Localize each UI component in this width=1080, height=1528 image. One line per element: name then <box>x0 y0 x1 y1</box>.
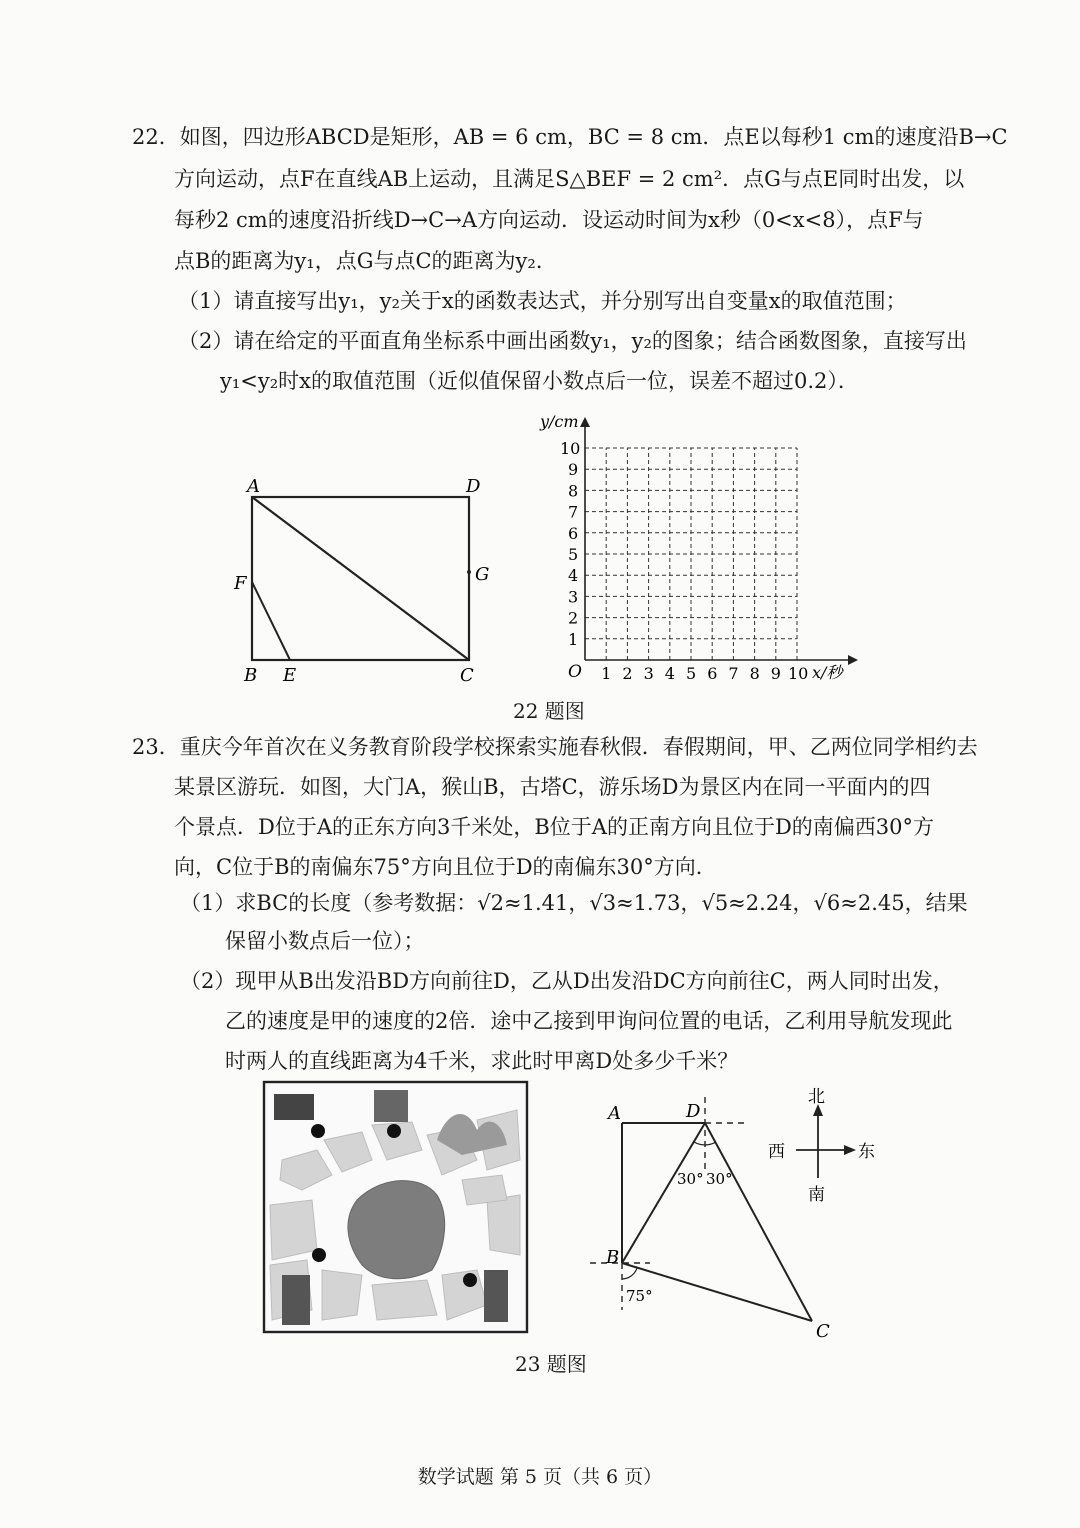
x-tick-label: 4 <box>664 664 675 683</box>
y-tick-label: 8 <box>568 481 579 501</box>
x-tick-label: 6 <box>707 664 718 683</box>
x-tick-label: 10 <box>788 664 809 683</box>
q22-part-2-cont: y₁<y₂时x的取值范围（近似值保留小数点后一位，误差不超过0.2）． <box>220 369 859 393</box>
label-g: G <box>475 564 490 585</box>
x-tick-label: 2 <box>622 664 633 683</box>
angle-arc-b <box>622 1268 637 1279</box>
y-tick-label: 6 <box>568 523 579 543</box>
q23-line-4: 向，C位于B的南偏东75°方向且位于D的南偏东30°方向． <box>174 855 717 879</box>
rectangle-abcd-figure <box>220 465 500 695</box>
q22-part-1: （1）请直接写出y₁，y₂关于x的函数表达式，并分别写出自变量x的取值范围； <box>178 289 907 313</box>
point-pagoda-c <box>463 1273 477 1287</box>
q22-part-2: （2）请在给定的平面直角坐标系中画出函数y₁，y₂的图象；结合函数图象，直接写出 <box>178 329 967 353</box>
angle-label-30-right: 30° <box>706 1170 733 1188</box>
figure-23-caption: 23 题图 <box>515 1352 587 1376</box>
diag-label-b: B <box>606 1247 620 1268</box>
figure-22-caption: 22 题图 <box>513 699 585 723</box>
y-tick-label: 3 <box>568 587 579 607</box>
q23-part-2-cont-2: 时两人的直线距离为4千米，求此时甲离D处多少千米？ <box>225 1049 739 1073</box>
label-b: B <box>244 665 258 686</box>
diag-label-a: A <box>608 1103 621 1124</box>
angle-label-75: 75° <box>626 1287 653 1305</box>
x-axis-arrow <box>848 655 858 665</box>
y-tick-label: 10 <box>560 439 581 458</box>
y-tick-label: 9 <box>568 460 579 480</box>
compass-north: 北 <box>808 1087 825 1107</box>
compass-south: 南 <box>808 1185 825 1205</box>
y-axis-arrow <box>580 417 590 427</box>
y-tick-label: 7 <box>568 502 579 522</box>
q22-line-1: 22．如图，四边形ABCD是矩形，AB = 6 cm，BC = 8 cm．点E以每秒1 cm的速度沿B→C <box>132 125 1008 149</box>
y-tick-label: 5 <box>568 545 579 564</box>
grid-lines <box>585 448 797 660</box>
x-tick-label: 1 <box>601 664 612 683</box>
y-tick-label: 1 <box>568 629 579 649</box>
x-tick-label: 3 <box>643 664 654 683</box>
segment-fe <box>252 582 290 660</box>
q23-part-1: （1）求BC的长度（参考数据：√2≈1.41，√3≈1.73，√5≈2.24，√6≈2.45，结果 <box>180 891 968 915</box>
label-c: C <box>460 665 474 686</box>
label-f: F <box>234 573 247 594</box>
y-tick-label: 4 <box>568 566 579 586</box>
angle-label-30-left: 30° <box>677 1170 704 1188</box>
label-d: D <box>466 476 481 497</box>
point-gate-a <box>311 1124 325 1138</box>
x-tick-label: 9 <box>770 664 781 683</box>
central-lake <box>348 1181 445 1279</box>
label-a: A <box>247 476 260 497</box>
q23-part-1-cont: 保留小数点后一位）； <box>225 929 425 953</box>
y-tick-labels <box>560 439 580 649</box>
point-playground-d <box>312 1248 326 1262</box>
x-tick-label: 5 <box>686 664 697 683</box>
scenic-area-map <box>262 1080 530 1334</box>
diag-label-c: C <box>816 1321 830 1342</box>
compass-west: 西 <box>768 1142 785 1162</box>
compass-rose <box>760 1080 880 1210</box>
coordinate-grid <box>530 405 860 695</box>
q22-line-3: 每秒2 cm的速度沿折线D→C→A方向运动．设运动时间为x秒（0<x<8），点F与 <box>174 208 924 232</box>
segment-bd <box>622 1123 705 1263</box>
x-tick-labels <box>601 664 808 683</box>
compass-east: 东 <box>858 1142 875 1162</box>
east-arrow-icon <box>844 1145 856 1155</box>
x-tick-label: 8 <box>749 664 760 683</box>
origin-label: O <box>568 662 582 682</box>
label-e: E <box>283 665 297 686</box>
y-axis-label: y/cm <box>540 412 579 431</box>
diag-label-d: D <box>686 1101 701 1122</box>
q23-line-2: 某景区游玩．如图，大门A，猴山B，古塔C，游乐场D为景区内在同一平面内的四 <box>174 775 931 799</box>
q23-part-2-cont-1: 乙的速度是甲的速度的2倍．途中乙接到甲询问位置的电话，乙利用导航发现此 <box>225 1009 953 1033</box>
point-monkey-hill-b <box>387 1124 401 1138</box>
q23-part-2: （2）现甲从B出发沿BD方向前往D，乙从D出发沿DC方向前往C，两人同时出发， <box>180 969 954 993</box>
point-g <box>467 570 471 574</box>
q23-line-3: 个景点．D位于A的正东方向3千米处，B位于A的正南方向且位于D的南偏西30°方 <box>174 815 935 839</box>
diagonal-ac <box>252 497 469 660</box>
page-footer: 数学试题 第 5 页（共 6 页） <box>417 1466 663 1488</box>
x-axis-label: x/秒 <box>812 663 843 682</box>
q22-line-2: 方向运动，点F在直线AB上运动，且满足S△BEF = 2 cm²．点G与点E同时出发，以 <box>174 167 965 191</box>
q22-line-4: 点B的距离为y₁，点G与点C的距离为y₂． <box>174 249 557 273</box>
q23-line-1: 23．重庆今年首次在义务教育阶段学校探索实施春秋假．春假期间，甲、乙两位同学相约去 <box>132 735 978 759</box>
y-tick-label: 2 <box>568 608 579 628</box>
x-tick-label: 7 <box>728 664 739 683</box>
